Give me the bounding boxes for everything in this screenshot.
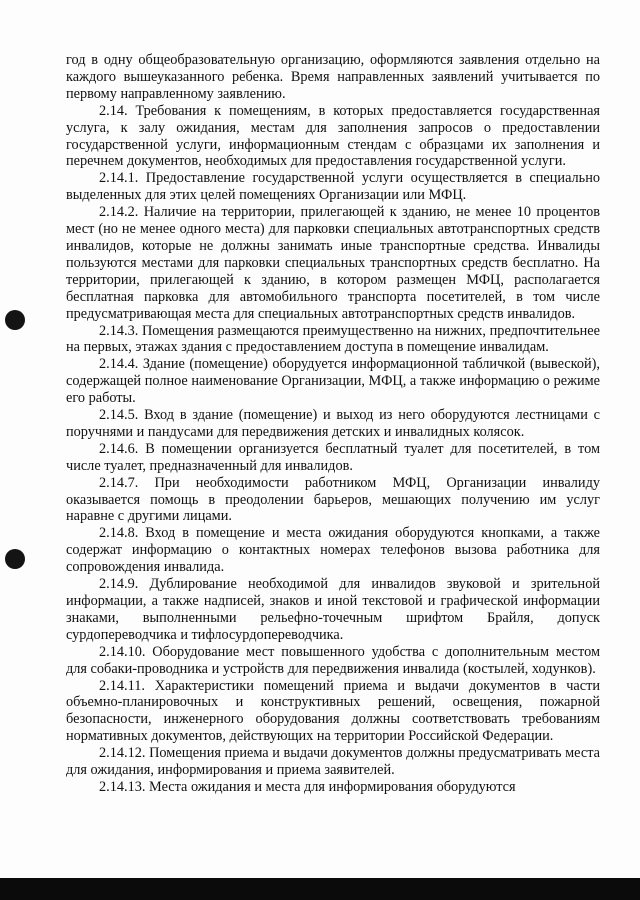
scan-edge-bar bbox=[0, 878, 640, 900]
paragraph-2-14-8: 2.14.8. Вход в помещение и места ожидания оборудуются кнопками, а также содержат информацию о контактных номерах телефонов вызова работника для сопровождения инвалида. bbox=[66, 525, 600, 576]
paragraph-continuation: год в одну общеобразовательную организацию, оформляются заявления отдельно на каждого вышеуказанного ребенка. Время направленных заявлений учитывается по первому направленному заявлению. bbox=[66, 52, 600, 102]
paragraph-2-14: 2.14. Требования к помещениям, в которых предоставляется государственная услуга, к залу ожидания, местам для заполнения запросов о предоставлении государственной услуги, информационным стендам с образцами их заполнения и перечнем документов, необходимых для предоставления государственной услуги. bbox=[66, 102, 600, 170]
paragraph-2-14-2: 2.14.2. Наличие на территории, прилегающей к зданию, не менее 10 процентов мест (но не менее одного места) для парковки специальных автотранспортных средств инвалидов, которые не должны занимать иные транспортные средства. Инвалиды пользуются местами для парковки специальных транспортных средств бесплатно. На территории, прилегающей к зданию, в котором размещен МФЦ, располагается бесплатная парковка для автомобильного транспорта посетителей, в том числе предусматривающая места для специальных автотранспортных средств инвалидов. bbox=[66, 204, 600, 322]
paragraph-2-14-9: 2.14.9. Дублирование необходимой для инвалидов звуковой и зрительной информации, а также надписей, знаков и иной текстовой и графической информации знаками, выполненными рельефно-точечным шрифтом Брайля, допуск сурдопереводчика и тифлосурдопереводчика. bbox=[66, 576, 600, 643]
paragraph-2-14-11: 2.14.11. Характеристики помещений приема и выдачи документов в части объемно-планировочных и конструктивных решений, освещения, пожарной безопасности, инженерного оборудования должны соответствовать требованиям нормативных документов, действующих на территории Российской Федерации. bbox=[66, 677, 600, 745]
document-body bbox=[66, 52, 600, 796]
punch-hole-mark bbox=[5, 310, 25, 330]
paragraph-2-14-12: 2.14.12. Помещения приема и выдачи документов должны предусматривать места для ожидания, информирования и приема заявителей. bbox=[66, 745, 600, 779]
paragraph-2-14-1: 2.14.1. Предоставление государственной услуги осуществляется в специально выделенных для этих целей помещениях Организации или МФЦ. bbox=[66, 170, 600, 204]
paragraph-2-14-5: 2.14.5. Вход в здание (помещение) и выход из него оборудуются лестницами с поручнями и пандусами для передвижения детских и инвалидных колясок. bbox=[66, 407, 600, 440]
paragraph-2-14-7: 2.14.7. При необходимости работником МФЦ, Организации инвалиду оказывается помощь в преодолении барьеров, мешающих получению им услуг наравне с другими лицами. bbox=[66, 474, 600, 525]
paragraph-2-14-6: 2.14.6. В помещении организуется бесплатный туалет для посетителей, в том числе туалет, предназначенный для инвалидов. bbox=[66, 440, 600, 474]
paragraph-2-14-13: 2.14.13. Места ожидания и места для информирования оборудуются bbox=[99, 778, 516, 795]
paragraph-2-14-10: 2.14.10. Оборудование мест повышенного удобства с дополнительным местом для собаки-проводника и устройств для передвижения инвалида (костылей, ходунков). bbox=[66, 643, 600, 677]
punch-hole-mark bbox=[5, 549, 25, 569]
paragraph-2-14-3: 2.14.3. Помещения размещаются преимущественно на нижних, предпочтительнее на первых, этажах здания с предоставлением доступа в помещение инвалидам. bbox=[66, 322, 600, 356]
paragraph-2-14-4: 2.14.4. Здание (помещение) оборудуется информационной табличкой (вывеской), содержащей полное наименование Организации, МФЦ, а также информацию о режиме его работы. bbox=[66, 356, 600, 407]
